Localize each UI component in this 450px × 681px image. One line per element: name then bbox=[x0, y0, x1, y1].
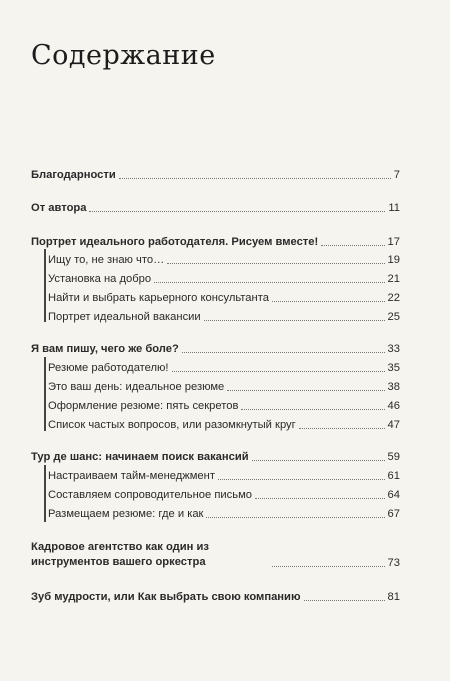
toc-entry-label: Кадровое агентство как один из инструментов вашего оркестра bbox=[31, 541, 209, 568]
toc-entry-label: От автора bbox=[31, 202, 87, 214]
toc-subentry[interactable] bbox=[48, 488, 400, 502]
toc-subentry[interactable] bbox=[48, 418, 400, 432]
toc-subentry[interactable] bbox=[48, 507, 400, 521]
toc-entry-label: Резюме работодателю! bbox=[48, 362, 169, 374]
dot-leader bbox=[89, 211, 385, 212]
section-rule bbox=[44, 249, 46, 322]
toc-entry-label: Тур де шанс: начинаем поиск вакансий bbox=[31, 451, 249, 463]
toc-entry-label: Установка на добро bbox=[48, 273, 152, 285]
section-rule bbox=[44, 465, 46, 522]
toc-entry-page: 73 bbox=[387, 557, 400, 569]
toc-entry-page: 7 bbox=[393, 169, 400, 181]
toc-entry-label: Благодарности bbox=[31, 169, 116, 181]
toc-entry-label: Размещаем резюме: где и как bbox=[48, 508, 204, 520]
dot-leader bbox=[252, 460, 385, 461]
toc-entry-chapter-wisdom-tooth[interactable] bbox=[31, 590, 400, 604]
dot-leader bbox=[182, 352, 385, 353]
toc-entry-label: Список частых вопросов, или разомкнутый круг bbox=[48, 419, 296, 431]
dot-leader bbox=[321, 245, 384, 246]
dot-leader bbox=[218, 479, 385, 480]
toc-entry-acknowledgements[interactable] bbox=[31, 168, 400, 182]
toc-entry-page: 67 bbox=[387, 508, 400, 520]
toc-entry-page: 33 bbox=[387, 343, 400, 355]
toc-subentry[interactable] bbox=[48, 469, 400, 483]
toc-entry-page: 17 bbox=[387, 236, 400, 248]
dot-leader bbox=[227, 390, 384, 391]
dot-leader bbox=[172, 371, 385, 372]
toc-entry-page: 61 bbox=[387, 470, 400, 482]
toc-entry-page: 81 bbox=[387, 591, 400, 603]
toc-subentry[interactable] bbox=[48, 310, 400, 324]
toc-entry-label: Найти и выбрать карьерного консультанта bbox=[48, 292, 269, 304]
section-rule bbox=[44, 357, 46, 431]
toc-entry-page: 35 bbox=[387, 362, 400, 374]
toc-entry-page: 21 bbox=[387, 273, 400, 285]
toc-subentry[interactable] bbox=[48, 291, 400, 305]
toc-entry-label: Это ваш день: идеальное резюме bbox=[48, 381, 225, 393]
toc-entry-page: 59 bbox=[387, 451, 400, 463]
dot-leader bbox=[206, 517, 384, 518]
dot-leader bbox=[272, 301, 385, 302]
toc-entry-page: 46 bbox=[387, 400, 400, 412]
toc-subentry[interactable] bbox=[48, 399, 400, 413]
toc-entry-page: 64 bbox=[387, 489, 400, 501]
toc-entry-label: Оформление резюме: пять секретов bbox=[48, 400, 239, 412]
dot-leader bbox=[241, 409, 384, 410]
toc-entry-page: 22 bbox=[387, 292, 400, 304]
toc-entry-label: Я вам пишу, чего же боле? bbox=[31, 343, 179, 355]
toc-entry-label: Портрет идеального работодателя. Рисуем вместе! bbox=[31, 236, 319, 248]
toc-subentry[interactable] bbox=[48, 380, 400, 394]
toc-entry-page: 19 bbox=[387, 254, 400, 266]
toc-entry-label: Составляем сопроводительное письмо bbox=[48, 489, 253, 501]
toc-entry-page: 25 bbox=[387, 311, 400, 323]
dot-leader bbox=[255, 498, 385, 499]
dot-leader bbox=[119, 178, 391, 179]
toc-entry-page: 38 bbox=[387, 381, 400, 393]
toc-entry-label: Ищу то, не знаю что… bbox=[48, 254, 165, 266]
toc-subentry[interactable] bbox=[48, 361, 400, 375]
dot-leader bbox=[304, 600, 385, 601]
toc-entry-page: 11 bbox=[388, 202, 400, 214]
toc-entry-label: Настраиваем тайм-менеджмент bbox=[48, 470, 215, 482]
toc-subentry[interactable] bbox=[48, 272, 400, 286]
toc-entry-label: Зуб мудрости, или Как выбрать свою компанию bbox=[31, 591, 301, 603]
toc-entry-chapter-letter[interactable] bbox=[31, 342, 400, 356]
toc-entry-chapter-agency[interactable] bbox=[31, 540, 400, 570]
dot-leader bbox=[299, 428, 385, 429]
page-title: Содержание bbox=[31, 40, 216, 71]
toc-entry-label: Портрет идеальной вакансии bbox=[48, 311, 201, 323]
dot-leader bbox=[154, 282, 384, 283]
toc-entry-chapter-tour[interactable] bbox=[31, 450, 400, 464]
dot-leader bbox=[167, 263, 384, 264]
toc-entry-page: 47 bbox=[387, 419, 400, 431]
toc-entry-chapter-portrait[interactable] bbox=[31, 235, 400, 249]
dot-leader bbox=[204, 320, 385, 321]
toc-entry-from-author[interactable] bbox=[31, 201, 400, 215]
dot-leader bbox=[272, 566, 385, 567]
toc-subentry[interactable] bbox=[48, 253, 400, 267]
